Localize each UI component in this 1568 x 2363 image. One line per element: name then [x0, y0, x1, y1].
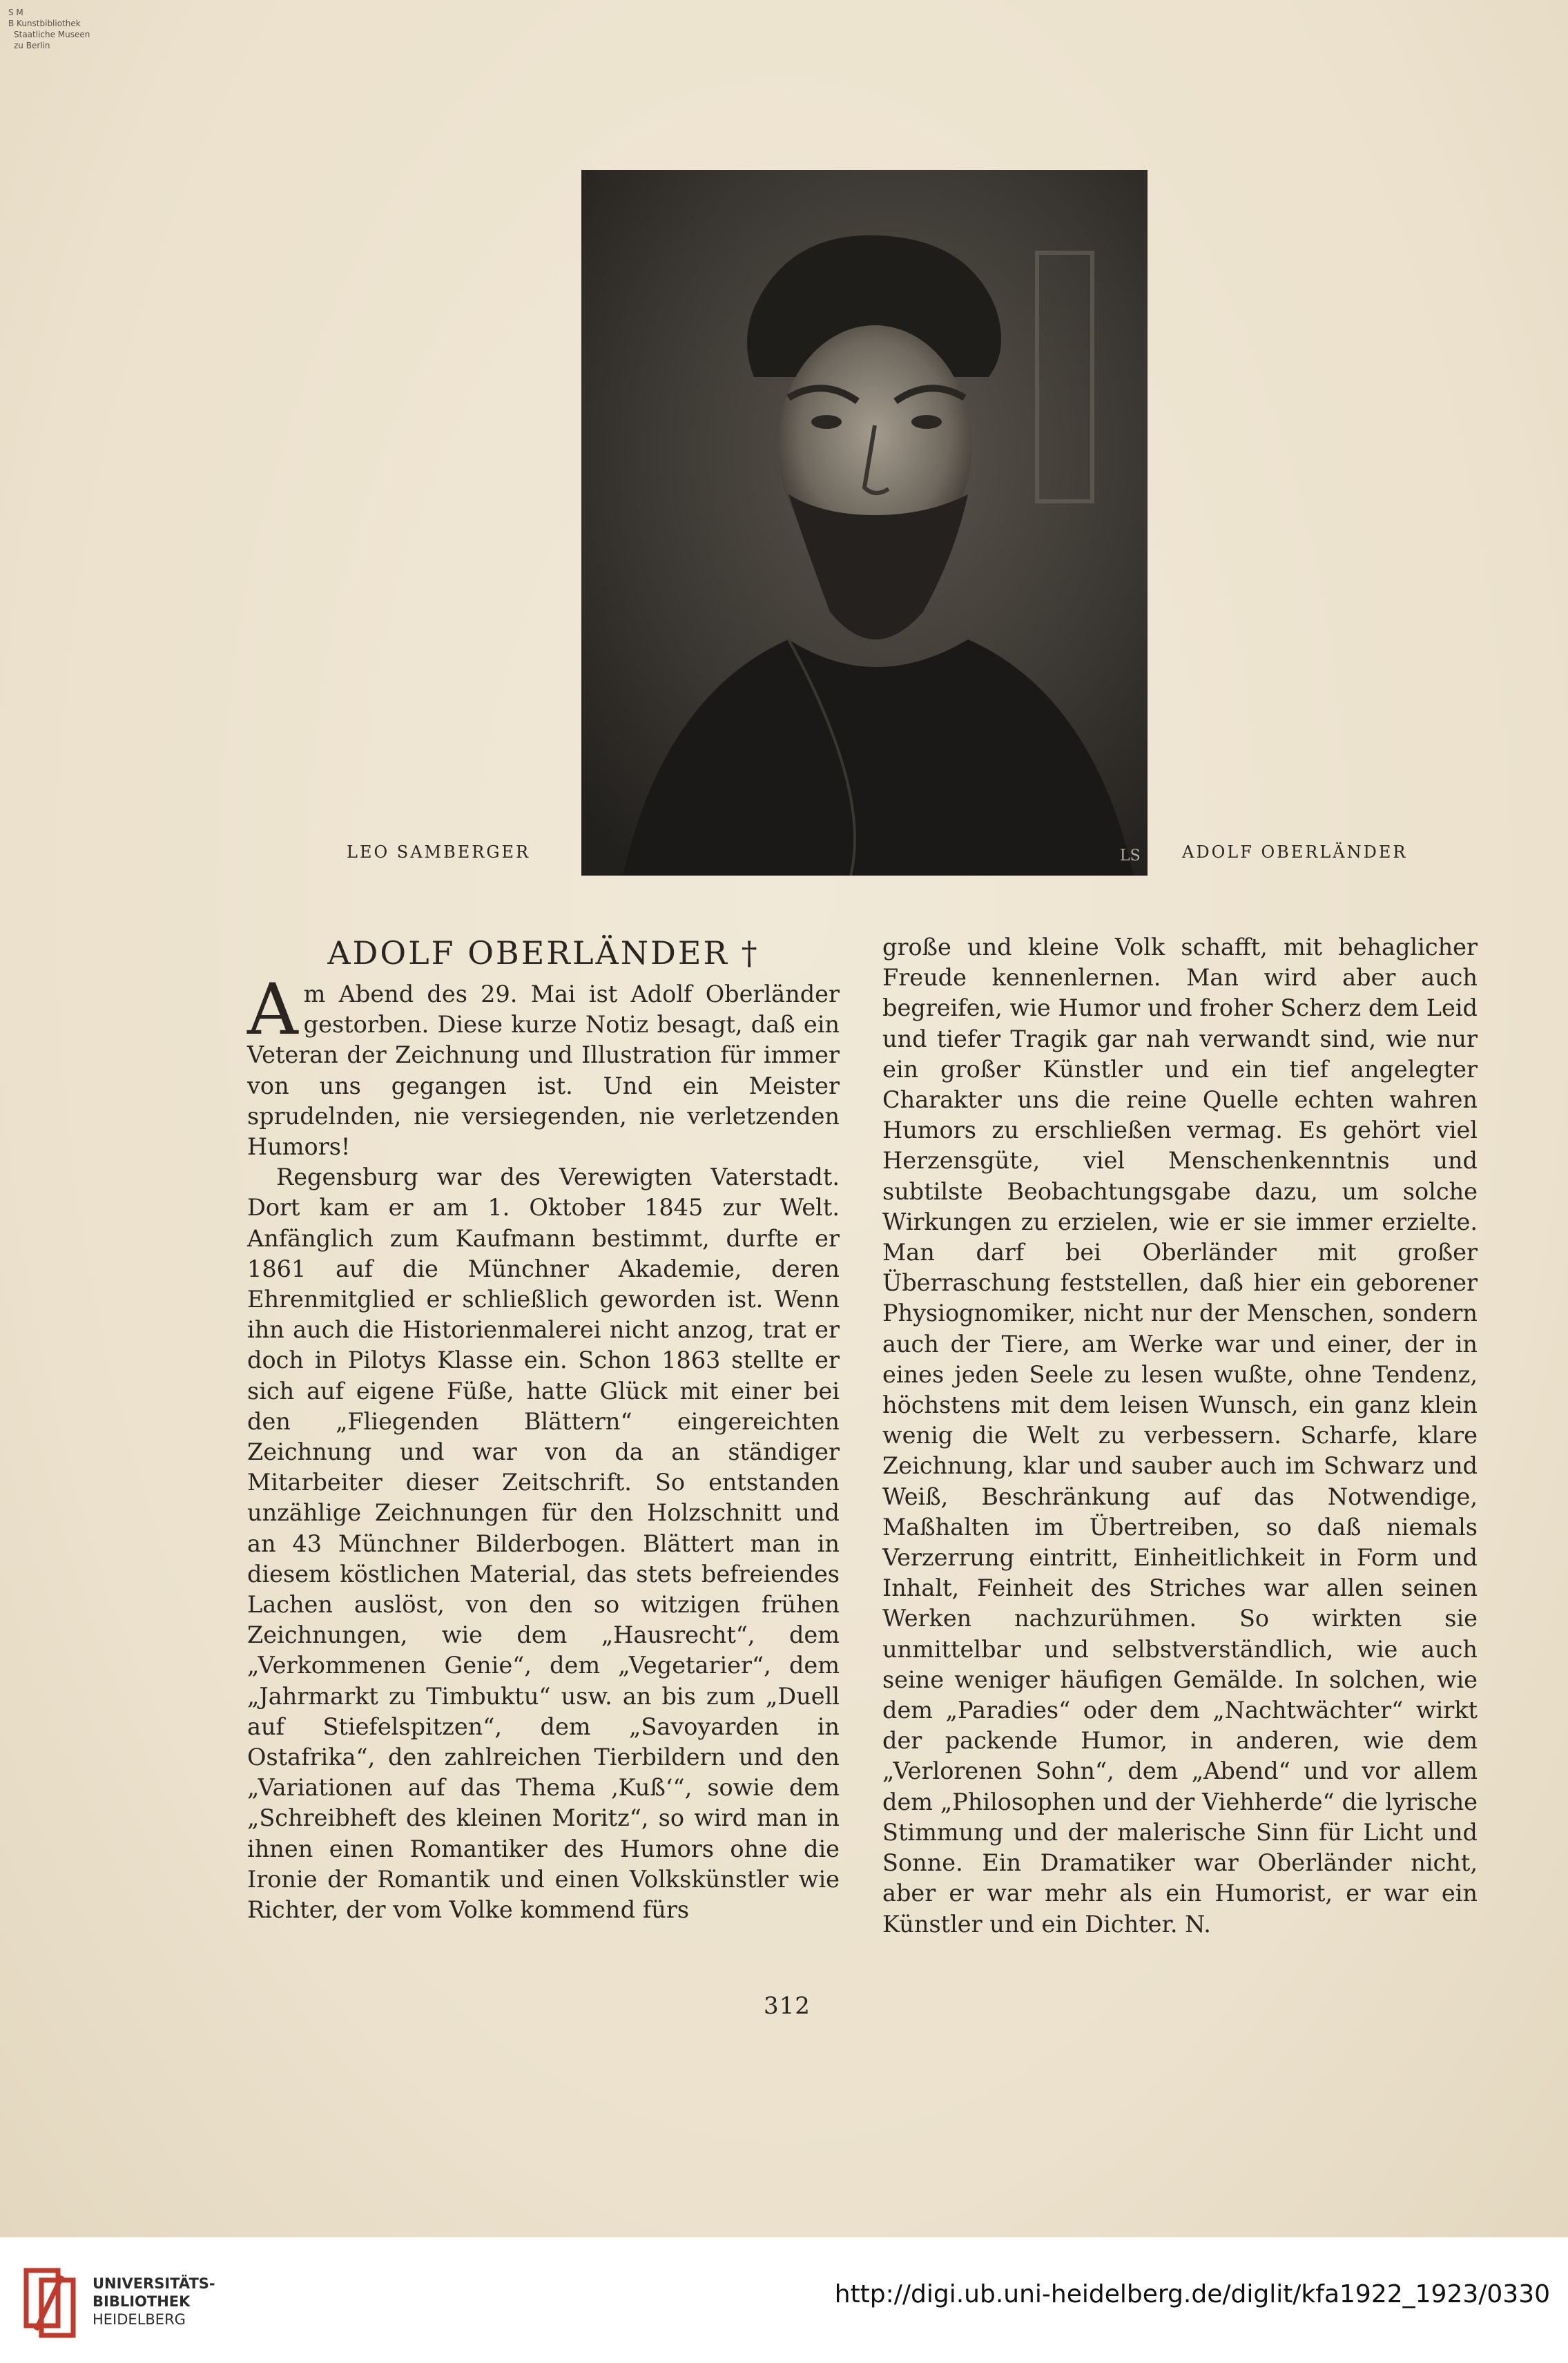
stamp-line: Staatliche Museen [14, 30, 90, 39]
caption-artist: LEO SAMBERGER [347, 842, 531, 862]
portrait-drawing [581, 170, 1148, 876]
library-name [93, 2275, 215, 2328]
footer-bar [0, 2237, 1568, 2363]
artist-monogram: LS [1120, 847, 1141, 865]
paragraph-text: m Abend des 29. Mai ist Adolf Oberländer gestorben. Diese kurze Notiz besagt, daß ein Veteran der Zeichnung und Illustration für immer von uns gegangen ist. Und ein Meister sprudelnden, nie versiegenden, nie verletzenden Humors! [247, 981, 840, 1161]
article-paragraph: große und kleine Volk schafft, mit behaglicher Freude kennenlernen. Man wird aber auch begreifen, wie Humor und froher Scherz dem Leid und tiefer Tragik gar nah verwandt sind, wie nur ein großer Künstler und ein tief angelegter Charakter uns die reine Quelle echten wahren Humors zu erschließen vermag. Es gehört viel Herzensgüte, viel Menschenkenntnis und subtilste Beobachtungsgabe dazu, um solche Wirkungen zu erzielen, wie er sie immer erzielte. Man darf bei Oberländer mit großer Überraschung feststellen, daß hier ein geborener Physiognomiker, nicht nur der Menschen, sondern auch der Tiere, am Werke war und einer, der in eines jeden Seele zu lesen wußte, ohne Tendenz, höchstens mit dem leisen Wunsch, ein ganz klein wenig die Welt zu verbessern. Scharfe, klare Zeichnung, klar und sauber auch im Schwarz und Weiß, Beschränkung auf das Notwendige, Maßhalten im Übertreiben, so daß niemals Verzerrung eintritt, Einheitlichkeit in Form und Inhalt, Feinheit des Striches war allen seinen Werken nachzurühmen. So wirkten sie unmittelbar und selbstverständlich, wie auch seine weniger häufigen Gemälde. In solchen, wie dem „Paradies“ oder dem „Nachtwächter“ wirkt der packende Humor, in anderen, wie dem „Verlorenen Sohn“, dem „Abend“ und vor allem dem „Philosophen und der Viehherde“ die lyrische Stimmung und der malerische Sinn für Licht und Sonne. Ein Dramatiker war Oberländer nicht, aber er war mehr als ein Humorist, er war ein Künstler und ein Dichter. N. [882, 934, 1478, 1938]
permalink-url[interactable]: http://digi.ub.uni-heidelberg.de/diglit/kfa1922_1923/0330 [834, 2280, 1550, 2308]
caption-subject: ADOLF OBERLÄNDER [1182, 842, 1408, 862]
article-paragraph [247, 969, 840, 1162]
drop-cap: A [247, 969, 298, 1051]
article-paragraph: Regensburg war des Verewigten Vaterstadt. Dort kam er am 1. Oktober 1845 zur Welt. Anfänglich zum Kaufmann bestimmt, durfte er 1861 auf die Münchner Akademie, deren Ehrenmitglied er schließlich geworden ist. Wenn ihn auch die Historienmalerei nicht anzog, trat er doch in Pilotys Klasse ein. Schon 1863 stellte er sich auf eigene Füße, hatte Glück mit einer bei den „Fliegenden Blättern“ eingereichten Zeichnung und war von da an ständiger Mitarbeiter dieser Zeitschrift. So entstanden unzählige Zeichnungen für den Holzschnitt und an 43 Münchner Bilderbogen. Blättert man in diesem köstlichen Material, das stets befreiendes Lachen auslöst, von den so witzigen frühen Zeichnungen, wie dem „Hausrecht“, dem „Verkommenen Genie“, dem „Vegetarier“, dem „Jahrmarkt zu Timbuktu“ usw. an bis zum „Duell auf Stiefelspitzen“, dem „Savoyarden in Ostafrika“, den zahlreichen Tierbildern und den „Variationen auf das Thema ‚Kuß‘“, sowie dem „Schreibheft des kleinen Moritz“, so wird man in ihnen einen Romantiker des Humors ohne die Ironie der Romantik und einen Volkskünstler wie Richter, der vom Volke kommend fürs [247, 1164, 840, 1924]
stamp-line: S M [8, 8, 23, 17]
stamp-line: B Kunstbibliothek [8, 19, 81, 28]
library-name-line: UNIVERSITÄTS- [93, 2275, 215, 2292]
page-number: 312 [764, 1992, 811, 2020]
right-column [882, 932, 1478, 1940]
article-title: ADOLF OBERLÄNDER † [327, 934, 759, 972]
library-stamp [8, 7, 112, 51]
library-name-line: HEIDELBERG [93, 2311, 186, 2328]
left-column [247, 932, 840, 1925]
library-logo-icon [21, 2264, 83, 2340]
stamp-line: zu Berlin [14, 41, 50, 50]
library-name-line: BIBLIOTHEK [93, 2293, 191, 2310]
portrait-image [581, 170, 1148, 876]
